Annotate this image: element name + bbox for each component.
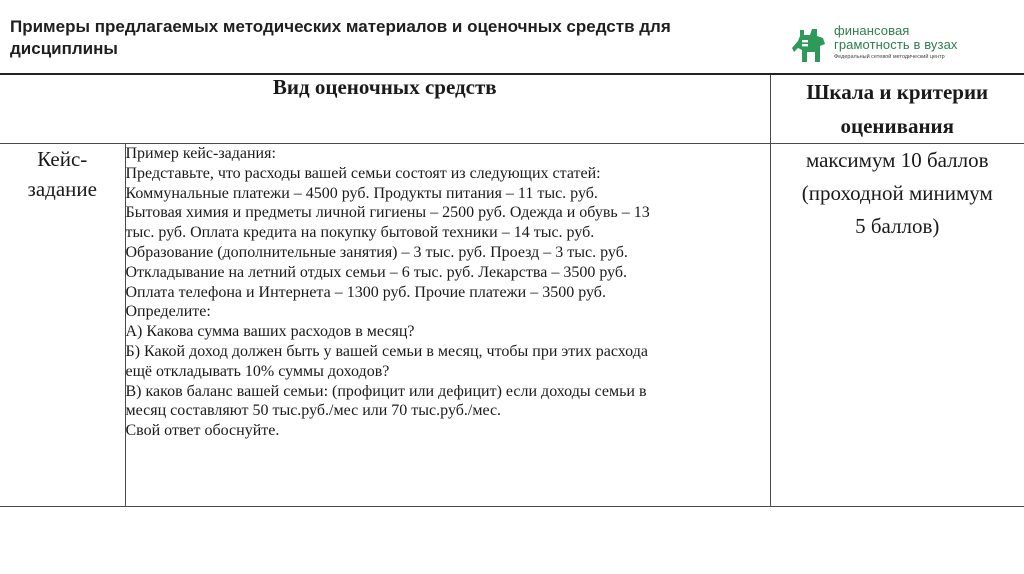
- task-line: ещё откладывать 10% суммы доходов?: [125, 362, 390, 380]
- task-line: Оплата телефона и Интернета – 1300 руб. Прочие платежи – 3500 руб.: [125, 283, 606, 301]
- task-line: месяц составляют 50 тыс.руб./мес или 70 тыс.руб./мес.: [125, 402, 502, 420]
- task-line: А) Какова сумма ваших расходов в месяц?: [125, 323, 415, 341]
- header-scale-line1: Шкала и критерии: [806, 80, 989, 104]
- slide-title-line1: Примеры предлагаемых методических материалов и оценочных средств для: [10, 17, 671, 36]
- logo-icon: [790, 26, 828, 66]
- cell-case-task: [125, 144, 770, 507]
- task-line: Образование (дополнительные занятия) – 3 тыс. руб. Проезд – 3 тыс. руб.: [125, 243, 628, 261]
- task-line: Б) Какой доход должен быть у вашей семьи в месяц, чтобы при этих расхода: [125, 342, 648, 360]
- logo: [790, 24, 990, 70]
- task-line: Определите:: [125, 303, 211, 321]
- score-line1: максимум 10 баллов: [805, 148, 989, 172]
- logo-subtitle: Федеральный сетевой методический центр: [834, 54, 945, 60]
- logo-text-line2: грамотность в вузах: [834, 37, 958, 52]
- slide-title-line2: дисциплины: [10, 39, 118, 58]
- header-assessment-type-label: Вид оценочных средств: [272, 75, 497, 99]
- score-line2: (проходной минимум: [801, 181, 993, 205]
- assessment-table: [0, 73, 1024, 507]
- logo-text-line1: финансовая: [834, 23, 910, 38]
- kind-line1: Кейс-: [37, 147, 88, 171]
- table-row: [0, 144, 1024, 507]
- task-line: тыс. руб. Оплата кредита на покупку бытовой техники – 14 тыс. руб.: [125, 224, 595, 242]
- header-scale-criteria: [770, 74, 1024, 144]
- cell-kind: [0, 144, 125, 507]
- score-line3: 5 баллов): [855, 214, 940, 238]
- task-line: Свой ответ обоснуйте.: [125, 422, 280, 440]
- task-line: Откладывание на летний отдых семьи – 6 тыс. руб. Лекарства – 3500 руб.: [125, 263, 628, 281]
- header-scale-line2: оценивания: [840, 114, 955, 138]
- task-line: В) каков баланс вашей семьи: (профицит или дефицит) если доходы семьи в: [125, 382, 647, 400]
- header-assessment-type: [0, 74, 770, 144]
- task-line: Представьте, что расходы вашей семьи состоят из следующих статей:: [125, 164, 601, 182]
- table-header-row: [0, 74, 1024, 144]
- task-line: Пример кейс-задания:: [125, 145, 276, 162]
- task-line: Коммунальные платежи – 4500 руб. Продукты питания – 11 тыс. руб.: [125, 184, 598, 202]
- cell-score: [770, 144, 1024, 507]
- kind-line2: задание: [27, 177, 97, 201]
- task-line: Бытовая химия и предметы личной гигиены – 2500 руб. Одежда и обувь – 13: [125, 204, 650, 222]
- slide-title: [10, 16, 770, 60]
